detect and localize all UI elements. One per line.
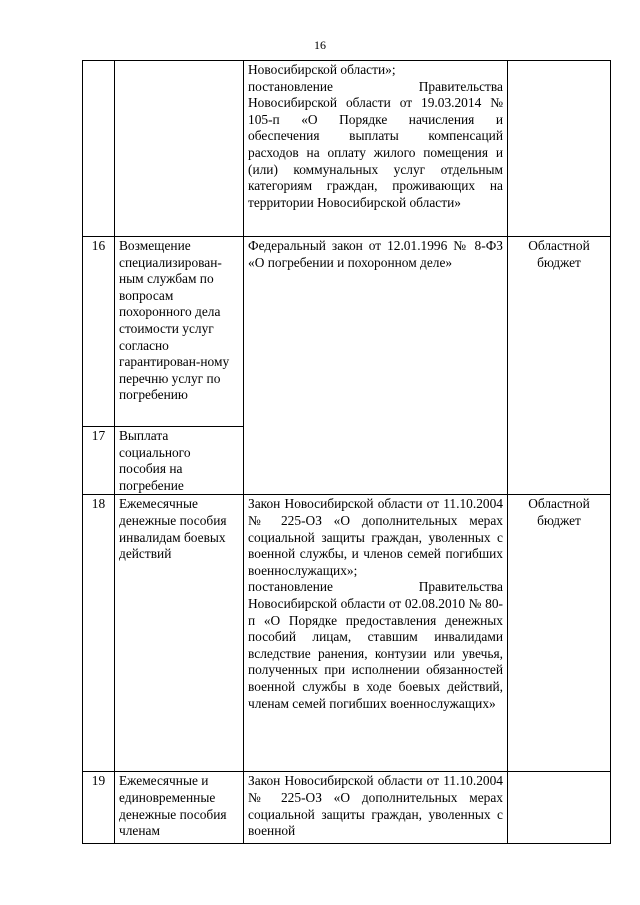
benefits-table [82,60,611,844]
row-number [83,61,115,237]
legal-basis-paragraph: Федеральный закон от 12.01.1996 № 8-ФЗ «О погребении и похоронном деле» [248,238,503,270]
payment-name: Ежемесячные денежные пособия инвалидам боевых действий [115,495,244,772]
funding-source: Областной бюджет [508,495,611,772]
legal-basis [244,772,508,844]
row-number: 16 [83,237,115,427]
funding-source: Областной бюджет [508,237,611,495]
funding-source [508,61,611,237]
legal-basis [244,61,508,237]
payment-name: Возмещение специализирован-ным службам по вопросам похоронного дела стоимости услуг согласно гарантирован-ному перечню услуг по погребению [115,237,244,427]
funding-source [508,772,611,844]
table-row [83,237,611,427]
payment-name: Выплата социального пособия на погребение [115,427,244,495]
legal-basis-paragraph: Закон Новосибирской области от 11.10.2004 № 225-ОЗ «О дополнительных мерах социальной защиты граждан, уволенных с военной службы, и членов семей погибших военнослужащих»; [248,496,503,578]
legal-basis [244,495,508,772]
legal-basis-paragraph: Закон Новосибирской области от 11.10.2004 № 225-ОЗ «О дополнительных мерах социальной защиты граждан, уволенных с военной [248,773,503,839]
table-row [83,772,611,844]
legal-basis [244,237,508,495]
page-number: 16 [314,38,326,52]
payment-name [115,61,244,237]
legal-basis-paragraph: Новосибирской области»; [248,62,396,77]
payment-name: Ежемесячные и единовременные денежные пособия членам [115,772,244,844]
row-number: 19 [83,772,115,844]
row-number: 17 [83,427,115,495]
table-row [83,495,611,772]
legal-basis-paragraph: постановление Правительства Новосибирской области от 19.03.2014 № 105-п «О Порядке начисления и обеспечения выплаты компенсаций расходов на оплату жилого помещения и (или) коммунальных услуг отдельным категориям граждан, проживающих на территории Новосибирской области» [248,78,503,210]
legal-basis-paragraph: постановление Правительства Новосибирской области от 02.08.2010 № 80-п «О Порядке предоставления денежных пособий лицам, ставшим инвалидами вследствие ранения, контузии или увечья, полученных при исполнении обязанностей военной службы в ходе боевых действий, членам семей погибших военнослужащих» [248,579,503,711]
table-row [83,61,611,237]
row-number: 18 [83,495,115,772]
